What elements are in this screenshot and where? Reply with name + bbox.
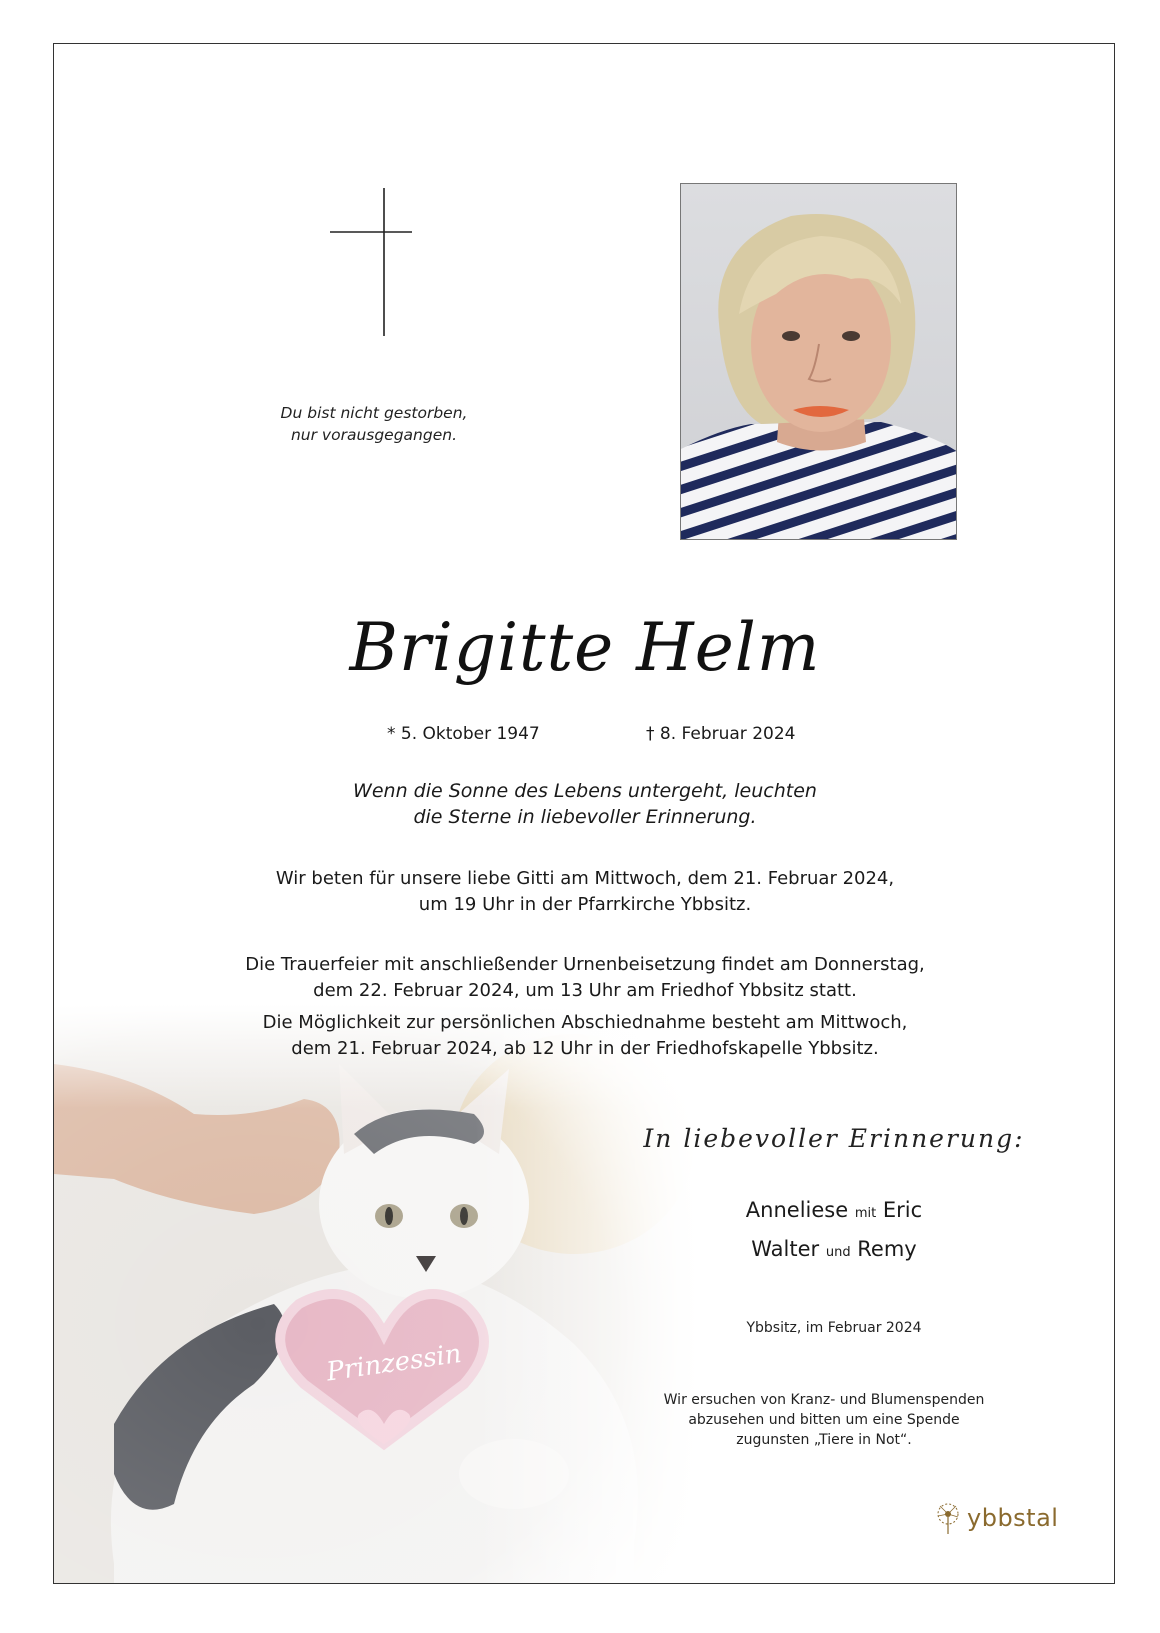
prayer-announcement bbox=[54, 866, 1115, 918]
motto bbox=[224, 402, 524, 446]
announcement-line: um 19 Uhr in der Pfarrkirche Ybbsitz. bbox=[418, 894, 752, 915]
death-date: † 8. Februar 2024 bbox=[646, 724, 796, 744]
verse-line: Wenn die Sonne des Lebens untergeht, leuchten bbox=[353, 780, 817, 802]
motto-line: Du bist nicht gestorben, bbox=[280, 404, 468, 422]
mourner-name: Eric bbox=[882, 1198, 923, 1222]
donation-note bbox=[624, 1390, 1024, 1450]
logo-text: ybbstal bbox=[967, 1504, 1059, 1532]
note-line: zugunsten „Tiere in Not“. bbox=[736, 1432, 912, 1448]
dandelion-icon bbox=[934, 1501, 964, 1535]
verse-line: die Sterne in liebevoller Erinnerung. bbox=[413, 806, 757, 828]
ybbstal-logo bbox=[934, 1501, 1064, 1537]
birth-date: * 5. Oktober 1947 bbox=[387, 724, 540, 744]
memorial-verse bbox=[54, 778, 1115, 830]
deceased-name: Brigitte Helm bbox=[349, 609, 821, 686]
cross-icon bbox=[330, 188, 450, 358]
announcement-line: dem 22. Februar 2024, um 13 Uhr am Friedhof Ybbsitz statt. bbox=[313, 980, 857, 1001]
portrait-illustration bbox=[681, 184, 957, 540]
announcement-line: dem 21. Februar 2024, ab 12 Uhr in der Friedhofskapelle Ybbsitz. bbox=[291, 1038, 879, 1059]
mourner-name: Anneliese bbox=[745, 1198, 849, 1222]
portrait-photo bbox=[680, 183, 957, 540]
mourner-name: Remy bbox=[857, 1237, 917, 1261]
note-line: Wir ersuchen von Kranz- und Blumenspenden bbox=[663, 1392, 985, 1408]
announcement-line: Die Trauerfeier mit anschließender Urnenbeisetzung findet am Donnerstag, bbox=[245, 954, 925, 975]
cat-photo bbox=[54, 1004, 734, 1584]
farewell-announcement bbox=[54, 1010, 1115, 1062]
mourner-line bbox=[654, 1237, 1014, 1261]
mourner-name: Walter bbox=[751, 1237, 820, 1261]
mourner-join: und bbox=[825, 1245, 851, 1260]
obituary-card bbox=[53, 43, 1115, 1584]
funeral-announcement bbox=[54, 952, 1115, 1004]
mourner-line bbox=[654, 1198, 1014, 1222]
motto-line: nur vorausgegangen. bbox=[290, 426, 458, 444]
note-line: abzusehen und bitten um eine Spende bbox=[688, 1412, 960, 1428]
announcement-line: Die Möglichkeit zur persönlichen Abschiednahme besteht am Mittwoch, bbox=[262, 1012, 908, 1033]
place-date: Ybbsitz, im Februar 2024 bbox=[746, 1320, 922, 1336]
remembrance-heading: In liebevoller Erinnerung: bbox=[643, 1124, 1025, 1153]
announcement-line: Wir beten für unsere liebe Gitti am Mittwoch, dem 21. Februar 2024, bbox=[275, 868, 895, 889]
mourner-join: mit bbox=[854, 1206, 877, 1221]
